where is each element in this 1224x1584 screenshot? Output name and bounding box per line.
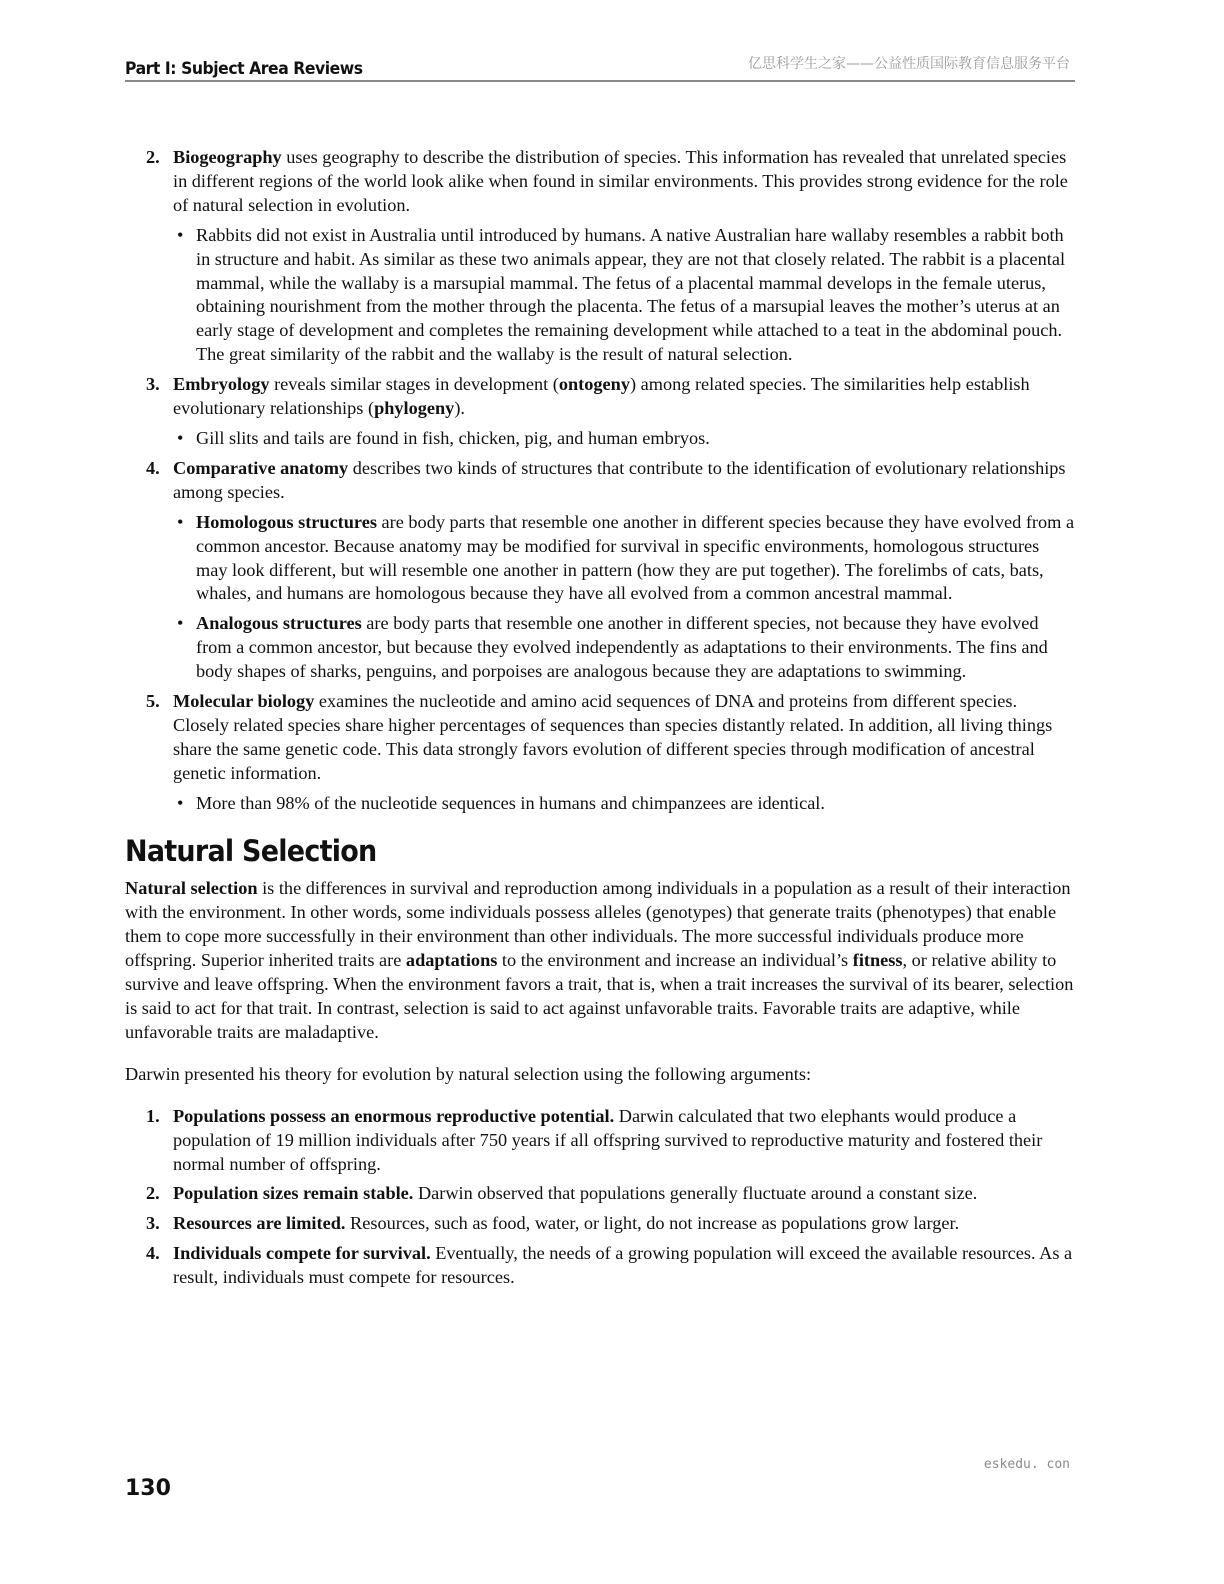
term-adaptations: adaptations — [405, 950, 498, 971]
paragraph-text: is the differences in survival and reproduction among individuals in a population as a result of their interaction with the environment. In other words, some individuals possess alleles (genotypes) that generate traits (phenotypes) that enable them to cope more successfully in their environment than other individuals. The more successful individuals produce more offspring. Superior inherited traits are — [125, 878, 1071, 971]
bullet-icon: • — [177, 792, 184, 813]
term-fitness: fitness — [852, 950, 903, 971]
item-number: 3. — [146, 374, 160, 395]
bullet-text: are body parts that resemble one another in different species, not because they have evolved from a common ancestor, but because they evolved independently as adaptations to their environments. The fins and body shapes of sharks, penguins, and porpoises are analogous because they are adaptations to swimming. — [196, 613, 1048, 682]
bullet-text: More than 98% of the nucleotide sequences in humans and chimpanzees are identical. — [196, 792, 825, 813]
bullet-text: Gill slits and tails are found in fish, chicken, pig, and human embryos. — [196, 427, 710, 448]
item-term: Comparative anatomy — [173, 457, 349, 478]
running-header — [125, 54, 1075, 82]
footer-watermark: eskedu. con — [983, 1457, 1070, 1472]
bullet-term: Homologous structures — [196, 511, 377, 532]
header-title: Part I: Subject Area Reviews — [125, 59, 363, 79]
argument-item — [125, 1242, 1075, 1290]
bullet-text: Rabbits did not exist in Australia until introduced by humans. A native Australian hare wallaby resembles a rabbit both in structure and habit. As similar as these two animals appear, they are not that closely related. The rabbit is a placental mammal, while the wallaby is a marsupial mammal. The fetus of a placental mammal develops in the female uterus, obtaining nourishment from the mother through the placenta. The fetus of a marsupial leaves the mother’s uterus at an early stage of development and completes the remaining development while attached to a teat in the abdominal pouch. The great similarity of the rabbit and the wallaby is the result of natural selection. — [196, 224, 1066, 365]
argument-item — [125, 1105, 1075, 1177]
bullet-icon: • — [177, 224, 184, 245]
bullet-text: are body parts that resemble one another in different species because they have evolved from a common ancestor. Because anatomy may be modified for survival in specific environments, homologous structures may look different, but will resemble one another in pattern (how they are put together). The forelimbs of cats, bats, whales, and humans are homologous because they have all evolved from a common ancestral mammal. — [196, 511, 1075, 604]
item-text: uses geography to describe the distribution of species. This information has revealed that unrelated species in different regions of the world look alike when found in similar environments. This provides strong evidence for the role of natural selection in evolution. — [173, 147, 1068, 215]
paragraph-text: to the environment and increase an individual’s — [497, 950, 853, 971]
item-number: 2. — [146, 1183, 160, 1204]
list-item-comparative-anatomy — [125, 457, 1075, 505]
bullet-item — [125, 792, 1075, 816]
darwin-arguments-list — [125, 1105, 1075, 1290]
bullet-icon: • — [177, 427, 184, 448]
argument-text: Darwin observed that populations generally fluctuate around a constant size. — [413, 1183, 978, 1204]
paragraph-natural-selection — [125, 877, 1075, 1044]
paragraph-darwin-intro: Darwin presented his theory for evolution by natural selection using the following arguments: — [125, 1063, 812, 1084]
term-ontogeny: ontogeny — [558, 374, 630, 395]
bullet-icon: • — [177, 613, 184, 634]
item-text: reveals similar stages in development ( — [269, 374, 559, 395]
item-number: 1. — [146, 1105, 160, 1126]
evidence-list — [125, 146, 1075, 816]
paragraph-text: , or relative ability to survive and leave offspring. When the environment favors a trait, that is, when a trait increases the survival of its bearer, selection is said to act for that trait. In contrast, selection is said to act against unfavorable traits. Favorable traits are adaptive, while unfavorable traits are maladaptive. — [125, 950, 1074, 1042]
item-number: 4. — [146, 1243, 160, 1264]
argument-text: Eventually, the needs of a growing population will exceed the available resources. As a result, individuals must compete for resources. — [173, 1243, 1073, 1288]
item-term: Biogeography — [173, 147, 282, 167]
item-text: ). — [454, 398, 465, 419]
bullet-item — [125, 427, 1075, 451]
argument-text: Darwin calculated that two elephants would produce a population of 19 million individuals after 750 years if all offspring survived to reproductive maturity and fostered their normal number of offspring. — [173, 1105, 1043, 1174]
item-number: 4. — [146, 457, 160, 478]
list-item-molecular-biology — [125, 690, 1075, 786]
argument-term: Individuals compete for survival. — [173, 1243, 431, 1264]
term-phylogeny: phylogeny — [374, 398, 455, 419]
item-text: examines the nucleotide and amino acid sequences of DNA and proteins from different species. Closely related species share higher percentages of sequences than species distantly related. In addition, all living things share the same genetic code. This data strongly favors evolution of different species through modification of ancestral genetic information. — [173, 691, 1053, 783]
header-watermark: 亿思科学生之家——公益性质国际教育信息服务平台 — [748, 56, 1070, 72]
term-natural-selection: Natural selection — [125, 878, 258, 899]
bullet-item-homologous — [125, 511, 1075, 607]
section-heading: Natural Selection — [125, 833, 377, 868]
page-number: 130 — [125, 1476, 171, 1501]
list-item-embryology — [125, 373, 1075, 421]
item-text: ) among related species. The similarities help establish evolutionary relationships ( — [173, 374, 1030, 419]
list-item-biogeography — [125, 146, 1075, 218]
argument-text: Resources, such as food, water, or light, do not increase as populations grow larger. — [345, 1213, 960, 1234]
bullet-item — [125, 224, 1075, 367]
bullet-item-analogous — [125, 612, 1075, 684]
page-content — [125, 146, 1075, 1296]
argument-term: Resources are limited. — [173, 1213, 346, 1234]
item-term: Embryology — [173, 374, 270, 395]
item-number: 2. — [146, 147, 160, 167]
argument-term: Population sizes remain stable. — [173, 1183, 414, 1204]
item-text: describes two kinds of structures that contribute to the identification of evolutionary relationships among species. — [173, 457, 1066, 502]
bullet-term: Analogous structures — [196, 613, 362, 634]
item-number: 5. — [146, 691, 160, 712]
argument-item — [125, 1212, 1075, 1236]
item-term: Molecular biology — [173, 691, 315, 712]
argument-item — [125, 1182, 1075, 1206]
item-number: 3. — [146, 1213, 160, 1234]
argument-term: Populations possess an enormous reproductive potential. — [173, 1105, 615, 1126]
bullet-icon: • — [177, 511, 184, 532]
